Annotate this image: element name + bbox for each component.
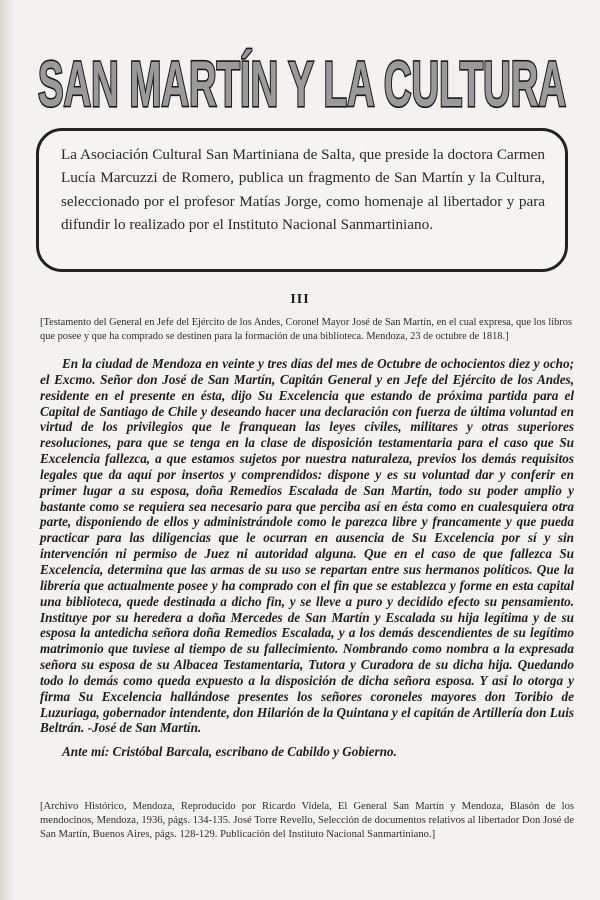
- page-edge: [0, 0, 14, 900]
- testament-note: [Testamento del General en Jefe del Ejército de los Andes, Coronel Mayor José de San Martín, en el cual expresa, que los libros que posee y que ha comprado se destinen para la formación de una biblioteca. Mendoza, 23 de octubre de 1818.]: [40, 317, 572, 342]
- headline-graphic: [0, 30, 600, 130]
- intro-paragraph: La Asociación Cultural San Martiniana de Salta, que preside la doctora Carmen Lucía Marcuzzi de Romero, publica un fragmento de San Martín y la Cultura, seleccionado por el profesor Matías Jorge, como homenaje al libertador y para difundir lo realizado por el Instituto Nacional Sanmartiniano.: [61, 146, 545, 234]
- section-number: III: [290, 292, 310, 307]
- headline: [0, 30, 600, 130]
- testament-paragraph: En la ciudad de Mendoza en veinte y tres días del mes de Octubre de ochocientos diez y ocho; el Excmo. Señor don José de San Martín, Capitán General y en Jefe del Ejército de los Andes, residente en el presente en ésta, dijo Su Excelencia que estando de próxima partida para el Capital de Santiago de Chile y deseando hacer una declaración con fuerza de última voluntad en virtud de los privilegios que le franquean las leyes civiles, militares y otras superiores resoluciones, para que se tenga en la clase de disposición testamentaria para el caso que Su Excelencia fallezca, a que estamos sujetos por nuestra naturaleza, previos los demás requisitos legales que da aquí por insertos y comprendidos: dispone y es su voluntad dar y conferir en primer lugar a su esposa, doña Remedios Escalada de San Martín, todo su poder amplio y bastante como se requiera sea necesario para que perciba así en ésta como en cualesquiera otra parte, disponiendo de ellos y administrándole como le parezca libre y francamente y que pueda practicar para las diligencias que le ocurran en ausencia de Su Excelencia por sí y sin intervención ni permiso de Juez ni autoridad alguna. Que en el caso de que fallezca Su Excelencia, determina que las armas de su uso se repartan entre sus hermanos políticos. Que la librería que actualmente posee y ha comprado con el fin que se establezca y forme en esta capital una biblioteca, quede destinada a dicho fin, y se lleve a puro y decidido efecto su pensamiento. Instituye por su heredera a doña Mercedes de San Martín y Escalada su hija legítima y de su esposa la antedicha señora doña Remedios Escalada, y a los demás descendientes de su legítimo matrimonio que tuviese al tiempo de su fallecimiento. Nombrando como nombra a la expresada señora su esposa de su Albacea Testamentaria, Tutora y Curadora de su dicha hija. Quedando todo lo demás como queda expuesto a la disposición de dicha señora esposa. Y así lo otorga y firma Su Excelencia hallándose presentes los señores coroneles mayores don Toribio de Luzuriaga, gobernador intendente, don Hilarión de la Quintana y el capitán de Artillería don Luis Beltrán. -José de San Martín.: [40, 356, 574, 736]
- testament-body: [40, 356, 574, 736]
- signature-line: Ante mí: Cristóbal Barcala, escribano de Cabildo y Gobierno.: [62, 744, 397, 759]
- archive-note: [Archivo Histórico, Mendoza, Reproducido por Ricardo Videla, El General San Martín y Mendoza, Blasón de los mendocinos, Mendoza, 1936, págs. 134-135. José Torre Revello, Selección de documentos relativos al libertador Don José de San Martín, Buenos Aires, págs. 128-129. Publicación del Instituto Nacional Sanmartiniano.]: [40, 801, 574, 841]
- page-title: SAN MARTÍN Y LA CULTURA: [38, 48, 566, 120]
- intro-box: [36, 128, 568, 272]
